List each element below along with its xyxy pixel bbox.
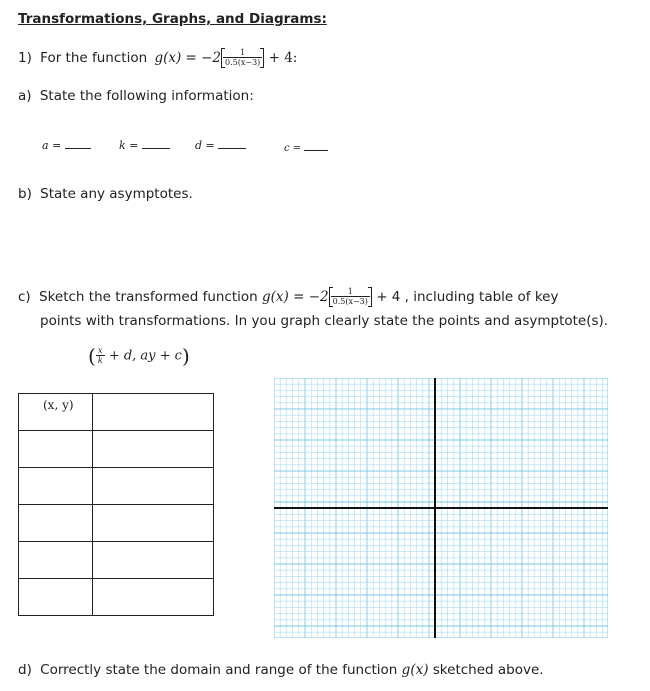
key-points-table	[18, 393, 214, 616]
part-b-label: b)	[18, 186, 32, 202]
table-cell[interactable]	[93, 505, 214, 542]
part-d-text: Correctly state the domain and range of the function	[40, 662, 398, 678]
table-row	[19, 468, 214, 505]
var-a-label: a =	[42, 139, 62, 152]
part-c-bracket	[329, 287, 372, 307]
part-b	[18, 186, 193, 202]
table-row	[19, 542, 214, 579]
part-a-text: State the following information:	[39, 88, 254, 104]
part-c-fraction	[331, 287, 370, 307]
table-cell[interactable]	[19, 431, 93, 468]
part-c-line2: points with transformations. In you graph clearly state the points and asymptote(s).	[40, 313, 609, 329]
part-d	[18, 662, 544, 678]
part-b-text: State any asymptotes.	[40, 186, 193, 202]
mapping-fraction	[96, 346, 105, 366]
part-d-func: g(x)	[401, 662, 429, 678]
part-c-text-after: + 4 , including table of key	[376, 289, 559, 305]
table-cell[interactable]	[19, 542, 93, 579]
mapping-rule: ( $\frac{x}{k}$ + d, ay + c)	[88, 344, 190, 368]
table-cell[interactable]	[19, 394, 93, 431]
question-frac-den: 0.5(x−3)	[225, 58, 261, 67]
question-bracket	[221, 48, 264, 68]
table-row	[19, 505, 214, 542]
part-c-text: Sketch the transformed function	[39, 289, 258, 305]
table-cell[interactable]	[93, 579, 214, 616]
graph-grid[interactable]	[274, 378, 608, 638]
table-row	[19, 431, 214, 468]
part-c	[18, 287, 558, 307]
table-cell[interactable]	[93, 431, 214, 468]
mapping-rest: + d, ay + c	[108, 348, 182, 364]
var-d	[195, 138, 246, 152]
part-d-text-after: sketched above.	[432, 662, 544, 678]
table-cell[interactable]	[93, 394, 214, 431]
var-d-blank[interactable]	[218, 138, 246, 149]
var-a	[42, 138, 91, 152]
table-cell[interactable]	[93, 542, 214, 579]
mapping-frac-num: x	[96, 346, 105, 356]
question-number: 1)	[18, 50, 32, 66]
page-title: Transformations, Graphs, and Diagrams:	[18, 11, 327, 27]
var-k-blank[interactable]	[142, 138, 170, 149]
var-d-label: d =	[195, 139, 215, 152]
var-a-blank[interactable]	[65, 138, 91, 149]
part-c-func: g(x) = −2	[262, 289, 329, 305]
part-c-label: c)	[18, 289, 31, 305]
mapping-frac-den: k	[97, 356, 103, 365]
question-fraction	[223, 48, 262, 68]
part-c-frac-num: 1	[331, 287, 370, 297]
part-c-frac-den: 0.5(x−3)	[332, 297, 368, 306]
table-cell[interactable]	[19, 505, 93, 542]
part-a	[18, 88, 254, 104]
var-c-label: c =	[284, 143, 302, 154]
table-cell[interactable]	[19, 579, 93, 616]
question-suffix: + 4:	[268, 50, 298, 66]
table-row	[19, 579, 214, 616]
question-frac-num: 1	[223, 48, 262, 58]
part-d-label: d)	[18, 662, 32, 678]
question-1	[18, 48, 297, 68]
table-header: (x, y)	[43, 398, 74, 412]
var-c	[284, 140, 328, 154]
question-func: g(x) = −2	[154, 50, 222, 66]
question-prefix: For the function	[40, 50, 148, 66]
var-k-label: k =	[119, 139, 139, 152]
var-c-blank[interactable]	[304, 140, 328, 151]
table-cell[interactable]	[19, 468, 93, 505]
var-k	[119, 138, 170, 152]
table-cell[interactable]	[93, 468, 214, 505]
part-a-label: a)	[18, 88, 32, 104]
table-row	[19, 394, 214, 431]
